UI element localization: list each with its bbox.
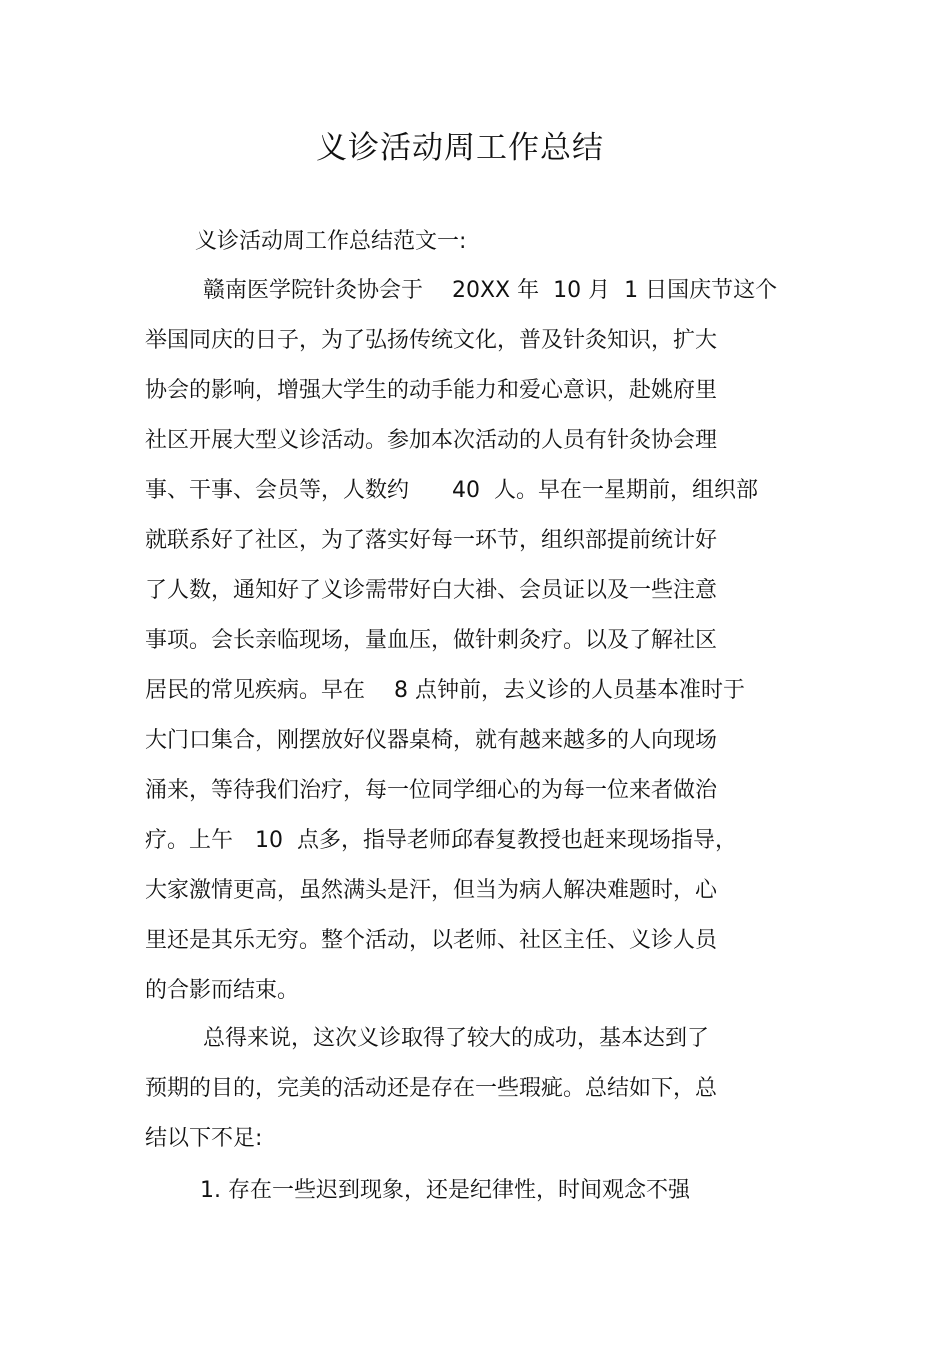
paragraph-line: 就联系好了社区，为了落实好每一环节，组织部提前统计好: [145, 528, 718, 553]
paragraph-line: 事、干事、会员等，人数约 40 人。早在一星期前，组织部: [145, 478, 758, 503]
paragraph-line: 大家激情更高，虽然满头是汗，但当为病人解决难题时，心: [145, 878, 718, 903]
paragraph-line: 举国同庆的日子，为了弘扬传统文化，普及针灸知识，扩大: [145, 328, 718, 353]
paragraph-line: 涌来，等待我们治疗，每一位同学细心的为每一位来者做治: [145, 778, 718, 803]
paragraph-line: 赣南医学院针灸协会于 20XX 年 10 月 1 日国庆节这个: [196, 278, 778, 303]
paragraph-line: 结以下不足:: [145, 1126, 263, 1151]
paragraph-line: 义诊活动周工作总结范文一:: [195, 229, 467, 254]
document-title: 义诊活动周工作总结: [316, 130, 604, 166]
list-item: 1. 存在一些迟到现象，还是纪律性，时间观念不强: [200, 1178, 690, 1203]
paragraph-line: 预期的目的，完美的活动还是存在一些瑕疵。总结如下，总: [145, 1076, 718, 1101]
paragraph-line: 疗。上午 10 点多，指导老师邱春复教授也赶来现场指导，: [145, 828, 737, 853]
paragraph-line: 了人数，通知好了义诊需带好白大褂、会员证以及一些注意: [145, 578, 718, 603]
paragraph-line: 事项。会长亲临现场，量血压，做针刺灸疗。以及了解社区: [145, 628, 718, 653]
paragraph-line: 的合影而结束。: [145, 978, 300, 1003]
paragraph-line: 总得来说，这次义诊取得了较大的成功，基本达到了: [196, 1026, 709, 1051]
paragraph-line: 里还是其乐无穷。整个活动，以老师、社区主任、义诊人员: [145, 928, 718, 953]
paragraph-line: 居民的常见疾病。早在 8 点钟前，去义诊的人员基本准时于: [145, 678, 745, 703]
paragraph-line: 协会的影响，增强大学生的动手能力和爱心意识，赴姚府里: [145, 378, 718, 403]
paragraph-line: 大门口集合，刚摆放好仪器桌椅，就有越来越多的人向现场: [145, 728, 718, 753]
paragraph-line: 社区开展大型义诊活动。参加本次活动的人员有针灸协会理: [145, 428, 718, 453]
